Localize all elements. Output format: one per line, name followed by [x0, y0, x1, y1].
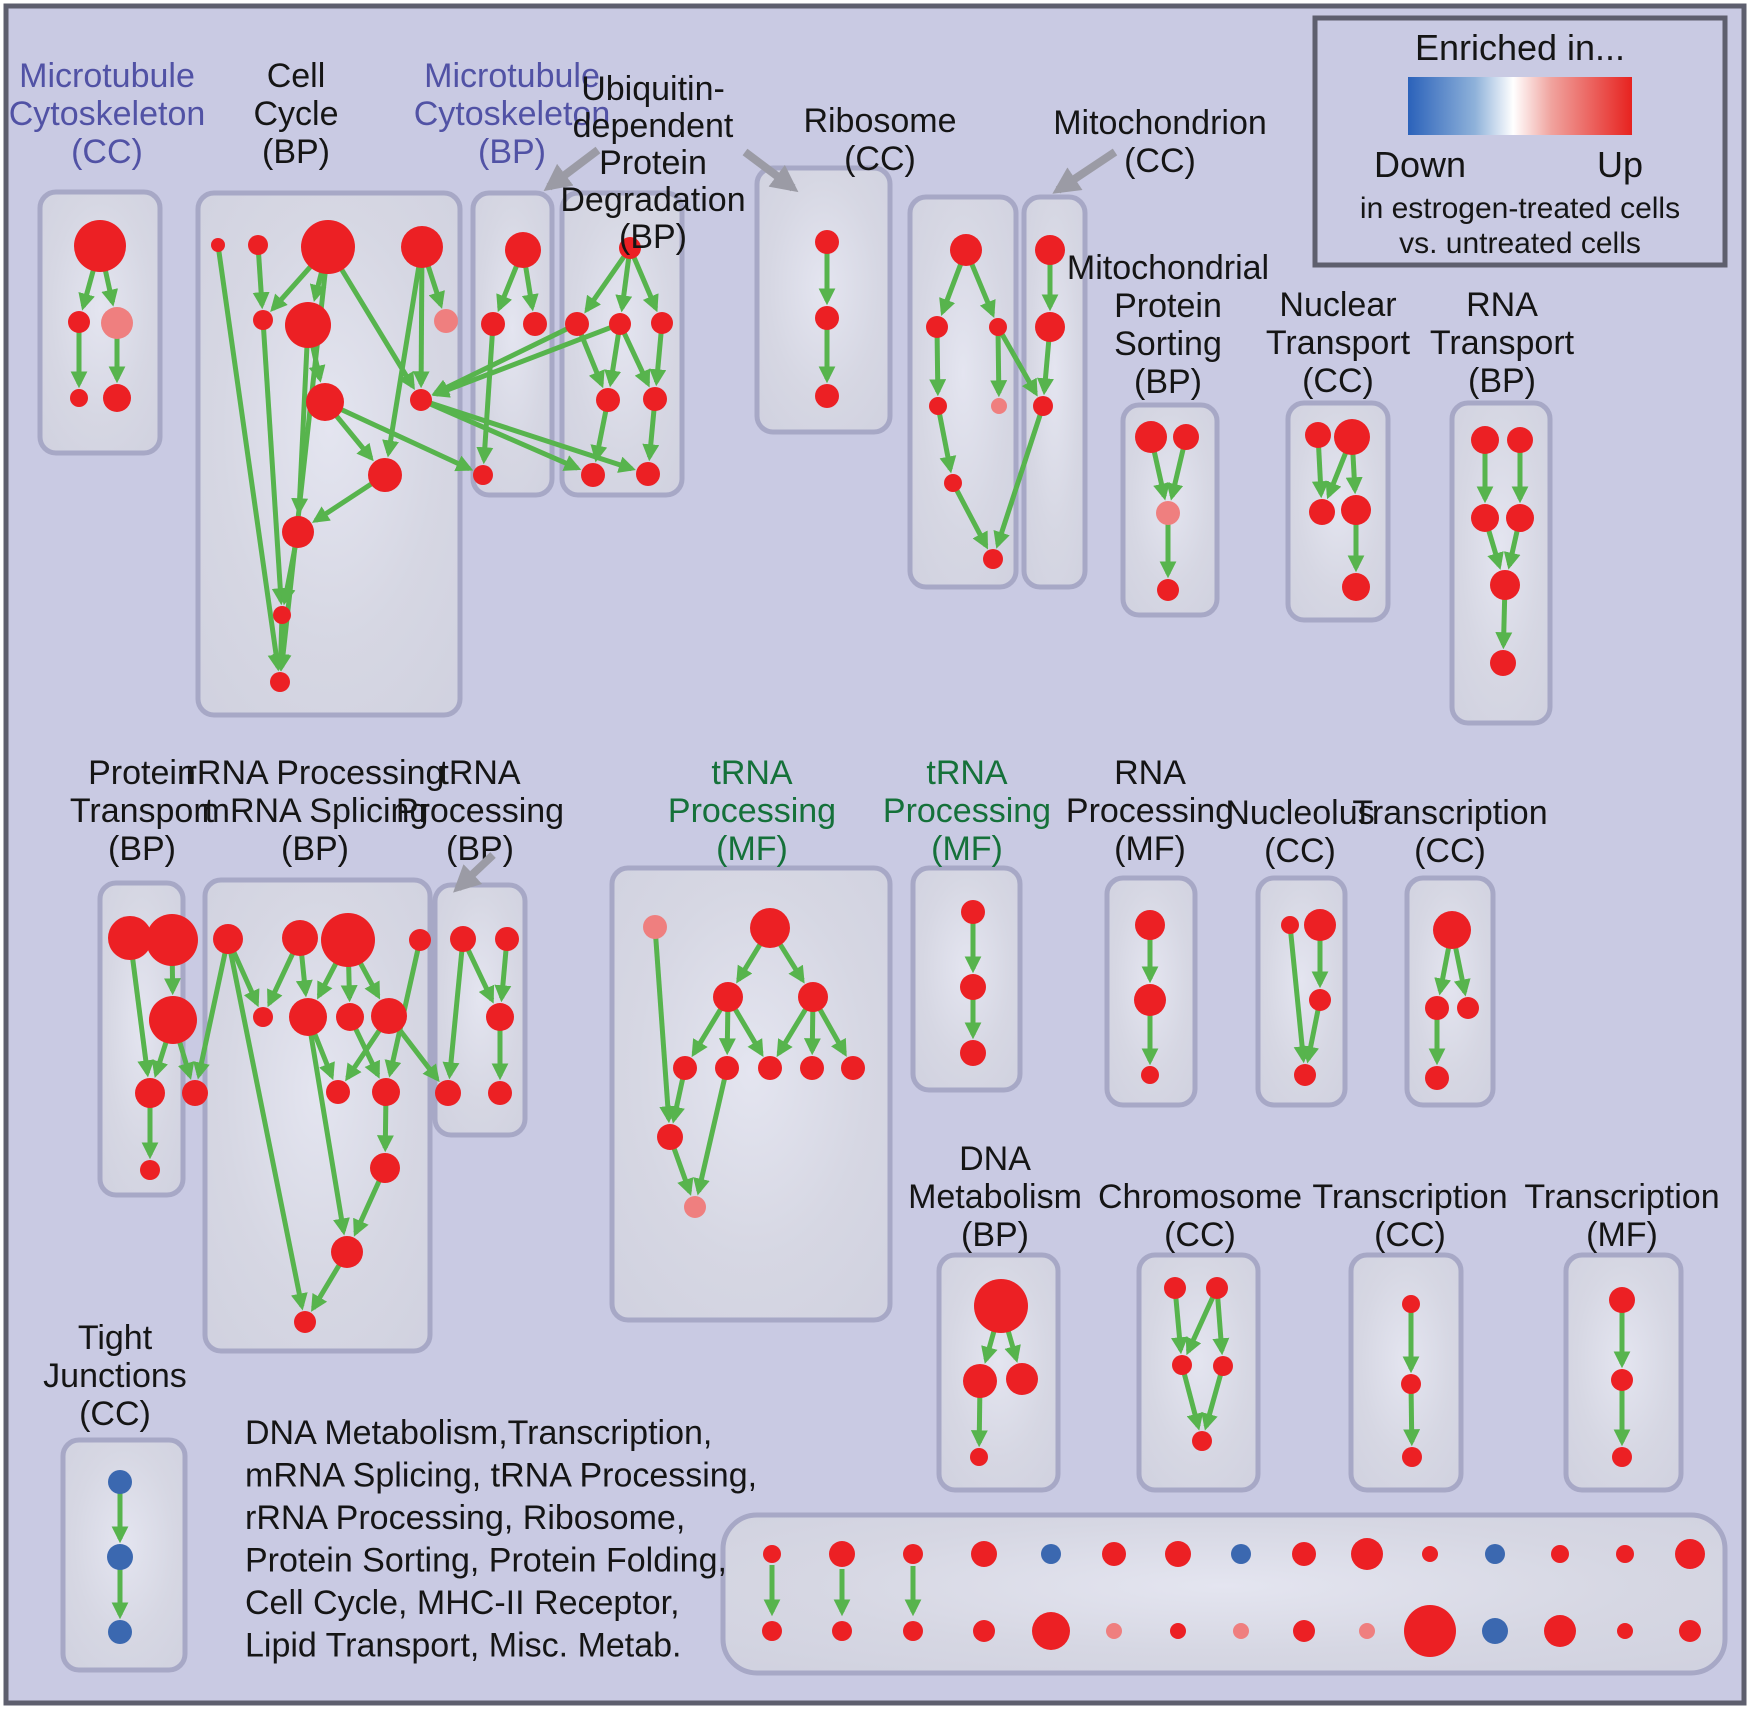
go-term-node-e2: [1206, 1277, 1228, 1299]
edge-rr10-rr11: [385, 1104, 386, 1148]
go-term-node-b7: [983, 549, 1003, 569]
go-term-node-e5: [1192, 1431, 1212, 1451]
go-term-node-rr13: [294, 1311, 316, 1333]
go-term-node-u6: [643, 387, 667, 411]
go-term-node-u4: [651, 312, 673, 334]
merged-terms-list-line5: Lipid Transport, Misc. Metab.: [245, 1627, 682, 1665]
go-term-node-rr10: [372, 1078, 400, 1106]
go-term-node-m2: [481, 312, 505, 336]
edge-rr3-rr7: [349, 965, 350, 998]
merged-top-node-9: [1351, 1538, 1383, 1570]
merged-bottom-node-8: [1293, 1620, 1315, 1642]
merged-top-node-14: [1675, 1539, 1705, 1569]
cluster-label-rna-processing-mf-line1: Processing: [1066, 792, 1234, 830]
go-term-node-rr4: [409, 929, 431, 951]
go-term-node-f3: [1402, 1447, 1422, 1467]
go-term-node-c1: [211, 238, 225, 252]
cluster-label-protein-transport-line2: (BP): [108, 830, 176, 868]
go-term-node-u3: [609, 313, 631, 335]
go-term-node-p2: [1173, 424, 1199, 450]
cluster-label-nuclear-transport-line1: Transport: [1266, 324, 1411, 362]
cluster-label-ubiquitin-line0: Ubiquitin-: [581, 70, 725, 108]
cluster-label-rrna-processing-line2: (BP): [281, 830, 349, 868]
go-term-node-g4: [70, 389, 88, 407]
go-term-node-x2: [1425, 996, 1449, 1020]
merged-top-node-12: [1551, 1545, 1569, 1563]
cluster-label-nucleolus-line1: (CC): [1264, 832, 1336, 870]
go-term-node-h5: [715, 1056, 739, 1080]
go-term-node-c2: [248, 235, 268, 255]
go-term-node-j3: [108, 1620, 132, 1644]
cluster-label-trna-processing-bp-line1: Processing: [396, 792, 564, 830]
go-term-node-rt3: [1471, 504, 1499, 532]
edge-rt5-rt6: [1503, 598, 1504, 645]
cluster-box-rrna-processing: [205, 880, 430, 1351]
cluster-label-trna-processing-mf-small-line1: Processing: [883, 792, 1051, 830]
merged-top-node-13: [1616, 1545, 1634, 1563]
merged-bottom-node-11: [1482, 1618, 1508, 1644]
cluster-label-mt-bp-line2: (BP): [478, 133, 546, 171]
go-term-node-v2: [815, 306, 839, 330]
merged-top-node-5: [1102, 1542, 1126, 1566]
go-term-node-d1: [974, 1279, 1028, 1333]
cluster-label-tight-junctions-line2: (CC): [79, 1395, 151, 1433]
cluster-label-dna-metabolism-line1: Metabolism: [908, 1178, 1082, 1216]
go-term-node-w1: [1035, 235, 1065, 265]
go-term-node-h9: [657, 1124, 683, 1150]
cluster-label-ribosome-line1: (CC): [844, 140, 916, 178]
edge-c4-c10: [421, 266, 422, 384]
merged-terms-list-line0: DNA Metabolism,Transcription,: [245, 1414, 712, 1452]
go-term-node-s3: [960, 1040, 986, 1066]
go-term-node-y3: [1612, 1447, 1632, 1467]
go-term-node-u7: [581, 463, 605, 487]
go-term-node-rr7: [336, 1003, 364, 1031]
cluster-label-ubiquitin-line4: (BP): [619, 218, 687, 256]
merged-top-node-2: [903, 1544, 923, 1564]
cluster-label-transcription-cc-row3-line1: (CC): [1374, 1216, 1446, 1254]
go-term-node-d3: [1006, 1363, 1038, 1395]
edge-c12-c13: [280, 622, 281, 667]
legend-down-label: Down: [1374, 144, 1466, 185]
merged-top-node-10: [1422, 1546, 1438, 1562]
go-term-node-rt4: [1506, 504, 1534, 532]
go-term-node-y1: [1609, 1287, 1635, 1313]
merged-bottom-node-7: [1233, 1623, 1249, 1639]
go-term-node-d4: [970, 1448, 988, 1466]
go-term-node-b4: [929, 397, 947, 415]
edge-c2-c5: [259, 253, 262, 305]
go-term-node-k2: [1134, 984, 1166, 1016]
go-term-node-rr1: [213, 924, 243, 954]
go-term-node-c12: [273, 606, 291, 624]
go-term-node-k3: [1141, 1066, 1159, 1084]
go-term-node-u5: [596, 388, 620, 412]
merged-bottom-node-4: [1032, 1612, 1070, 1650]
go-term-node-rr3: [321, 913, 375, 967]
go-term-node-k1: [1135, 910, 1165, 940]
go-term-node-x1: [1433, 911, 1471, 949]
legend-title: Enriched in...: [1415, 27, 1625, 68]
merged-bottom-node-3: [973, 1620, 995, 1642]
go-term-node-j1: [108, 1470, 132, 1494]
cluster-label-rna-processing-mf-line2: (MF): [1114, 830, 1186, 868]
cluster-label-ubiquitin-line2: Protein: [599, 144, 707, 182]
merged-top-node-1: [829, 1541, 855, 1567]
go-term-node-rr2: [282, 920, 318, 956]
go-term-node-h10: [684, 1196, 706, 1218]
edge-b3-b5: [998, 334, 999, 393]
go-term-node-a3: [149, 996, 197, 1044]
go-term-node-q1: [1305, 422, 1331, 448]
cluster-label-rna-transport-line1: Transport: [1430, 324, 1575, 362]
go-term-node-rt6: [1490, 650, 1516, 676]
go-term-node-c7: [434, 309, 458, 333]
go-term-node-rr8: [371, 998, 407, 1034]
go-term-node-h1: [750, 908, 790, 948]
go-term-node-p3: [1156, 501, 1180, 525]
go-term-node-c3: [301, 220, 355, 274]
go-term-node-t5: [488, 1081, 512, 1105]
go-term-node-t4: [435, 1080, 461, 1106]
go-term-node-g5: [103, 384, 131, 412]
merged-bottom-node-13: [1617, 1623, 1633, 1639]
cluster-label-trna-processing-mf-large-line1: Processing: [668, 792, 836, 830]
cluster-label-mito-protein-sorting-line2: Sorting: [1114, 325, 1222, 363]
merged-top-node-7: [1231, 1544, 1251, 1564]
legend-subtitle-line1: in estrogen-treated cells: [1360, 192, 1680, 225]
cluster-label-rrna-processing-line0: rRNA Processing: [186, 754, 445, 792]
cluster-label-ribosome-line0: Ribosome: [803, 102, 956, 140]
go-term-node-j2: [107, 1544, 133, 1570]
legend-colorbar: [1408, 77, 1632, 135]
go-term-node-f1: [1402, 1295, 1420, 1313]
cluster-label-transcription-mf-line0: Transcription: [1524, 1178, 1719, 1216]
go-term-node-q4: [1341, 495, 1371, 525]
cluster-box-chromosome: [1139, 1255, 1258, 1490]
go-term-node-h8: [841, 1056, 865, 1080]
cluster-label-nuclear-transport-line0: Nuclear: [1279, 286, 1396, 324]
go-term-node-s2: [960, 974, 986, 1000]
cluster-label-nucleolus-line0: Nucleolus: [1225, 794, 1374, 832]
go-term-node-h6: [758, 1056, 782, 1080]
cluster-label-rrna-processing-line1: mRNA Splicing: [202, 792, 429, 830]
merged-bottom-node-2: [903, 1621, 923, 1641]
go-term-node-rt2: [1507, 427, 1533, 453]
go-term-node-h4: [673, 1056, 697, 1080]
merged-bottom-node-6: [1170, 1623, 1186, 1639]
merged-terms-list-line2: rRNA Processing, Ribosome,: [245, 1499, 685, 1537]
merged-terms-list-line3: Protein Sorting, Protein Folding,: [245, 1542, 727, 1580]
cluster-label-cell-cycle-line0: Cell: [267, 57, 326, 95]
go-term-node-x3: [1457, 997, 1479, 1019]
go-term-node-n1: [1281, 916, 1299, 934]
cluster-label-mito-protein-sorting-line1: Protein: [1114, 287, 1222, 325]
edge-d2-d4: [979, 1396, 980, 1443]
go-term-node-m4: [473, 465, 493, 485]
go-term-node-rr5: [253, 1007, 273, 1027]
edge-q2-q4: [1353, 453, 1355, 490]
edge-f2-f3: [1411, 1392, 1412, 1442]
merged-bottom-node-1: [832, 1621, 852, 1641]
edge-q1-q3: [1319, 446, 1321, 494]
cluster-label-mt-cc-line1: Cytoskeleton: [9, 95, 206, 133]
go-term-node-v3: [815, 384, 839, 408]
go-term-node-c10: [410, 389, 432, 411]
go-term-node-m3: [523, 312, 547, 336]
go-term-node-e1: [1164, 1277, 1186, 1299]
go-term-node-c11: [282, 516, 314, 548]
go-term-node-e4: [1213, 1356, 1233, 1376]
go-term-node-b6: [944, 474, 962, 492]
go-term-node-h7: [800, 1056, 824, 1080]
go-term-node-q5: [1342, 573, 1370, 601]
merged-bottom-node-5: [1106, 1623, 1122, 1639]
go-term-node-c13: [270, 672, 290, 692]
cluster-label-rna-transport-line2: (BP): [1468, 362, 1536, 400]
cluster-label-trna-processing-bp-line2: (BP): [446, 830, 514, 868]
merged-top-node-8: [1292, 1542, 1316, 1566]
go-term-node-v1: [815, 230, 839, 254]
go-term-node-n2: [1304, 909, 1336, 941]
legend-subtitle-line2: vs. untreated cells: [1399, 227, 1641, 260]
go-term-node-g1: [74, 220, 126, 272]
merged-bottom-node-9: [1359, 1623, 1375, 1639]
merged-top-node-6: [1165, 1541, 1191, 1567]
cluster-label-ubiquitin-line3: Degradation: [560, 181, 745, 219]
cluster-label-dna-metabolism-line2: (BP): [961, 1216, 1029, 1254]
go-term-node-c4: [401, 226, 443, 268]
go-term-node-rt1: [1471, 426, 1499, 454]
legend-up-label: Up: [1597, 144, 1643, 185]
go-term-node-rt5: [1490, 570, 1520, 600]
go-term-node-t3: [486, 1003, 514, 1031]
merged-top-node-11: [1485, 1544, 1505, 1564]
cluster-label-mt-bp-line0: Microtubule: [424, 57, 600, 95]
merged-top-node-4: [1041, 1544, 1061, 1564]
go-term-node-c6: [285, 302, 331, 348]
cluster-label-trna-processing-bp-line0: tRNA: [439, 754, 521, 792]
go-term-node-a6: [140, 1160, 160, 1180]
go-term-node-q2: [1334, 419, 1370, 455]
cluster-label-trna-processing-mf-large-line2: (MF): [716, 830, 788, 868]
cluster-label-chromosome-line0: Chromosome: [1098, 1178, 1302, 1216]
merged-bottom-node-0: [762, 1621, 782, 1641]
cluster-label-trna-processing-mf-small-line0: tRNA: [926, 754, 1008, 792]
go-term-node-f2: [1401, 1374, 1421, 1394]
go-term-node-a2: [146, 914, 198, 966]
go-term-node-y2: [1611, 1369, 1633, 1391]
go-term-node-rr11: [370, 1153, 400, 1183]
go-term-node-n3: [1309, 989, 1331, 1011]
go-term-node-a1: [108, 916, 152, 960]
go-term-node-s1: [961, 900, 985, 924]
go-term-node-w3: [1033, 396, 1053, 416]
go-term-node-t1: [450, 926, 476, 952]
go-term-node-d2: [963, 1364, 997, 1398]
go-term-node-h2: [713, 982, 743, 1012]
go-term-node-h0: [643, 915, 667, 939]
merged-terms-list-line1: mRNA Splicing, tRNA Processing,: [245, 1457, 757, 1495]
cluster-label-cell-cycle-line2: (BP): [262, 133, 330, 171]
cluster-label-ubiquitin-line1: dependent: [573, 107, 734, 145]
merged-terms-list-line4: Cell Cycle, MHC-II Receptor,: [245, 1584, 680, 1622]
cluster-label-rna-transport-line0: RNA: [1466, 286, 1538, 324]
cluster-label-trna-processing-mf-small-line2: (MF): [931, 830, 1003, 868]
cluster-label-mito-protein-sorting-line3: (BP): [1134, 363, 1202, 401]
go-term-node-g2: [68, 311, 90, 333]
cluster-label-protein-transport-line1: Transport: [70, 792, 215, 830]
go-term-node-m1: [505, 232, 541, 268]
go-term-node-q3: [1309, 499, 1335, 525]
go-term-node-h3: [798, 982, 828, 1012]
merged-bottom-node-12: [1544, 1615, 1576, 1647]
go-term-node-b5: [991, 398, 1007, 414]
cluster-label-transcription-cc-row2-line1: (CC): [1414, 832, 1486, 870]
go-term-node-a5: [182, 1080, 208, 1106]
go-term-node-n4: [1294, 1064, 1316, 1086]
cluster-label-mt-cc-line0: Microtubule: [19, 57, 195, 95]
go-term-node-u2: [565, 312, 589, 336]
cluster-label-cell-cycle-line1: Cycle: [253, 95, 338, 133]
edge-h2-h5: [727, 1010, 728, 1051]
go-term-node-e3: [1172, 1355, 1192, 1375]
merged-bottom-node-14: [1679, 1620, 1701, 1642]
cluster-box-merged-terms: [723, 1515, 1725, 1673]
edge-h3-h7: [812, 1010, 813, 1051]
go-term-node-b2: [926, 316, 948, 338]
cluster-label-mt-cc-line2: (CC): [71, 133, 143, 171]
legend: [1315, 18, 1725, 265]
go-term-node-u8: [636, 462, 660, 486]
cluster-label-mitochondrion-line1: (CC): [1124, 142, 1196, 180]
cluster-label-dna-metabolism-line0: DNA: [959, 1140, 1031, 1178]
cluster-label-mt-bp-line1: Cytoskeleton: [414, 95, 611, 133]
cluster-label-trna-processing-mf-large-line0: tRNA: [711, 754, 793, 792]
edge-b2-b4: [937, 336, 938, 392]
cluster-label-mitochondrion-line0: Mitochondrion: [1053, 104, 1267, 142]
cluster-label-transcription-mf-line1: (MF): [1586, 1216, 1658, 1254]
cluster-label-rna-processing-mf-line0: RNA: [1114, 754, 1186, 792]
go-term-node-rr6: [289, 998, 327, 1036]
merged-top-node-0: [763, 1545, 781, 1563]
merged-bottom-node-10: [1404, 1605, 1456, 1657]
go-term-node-c8: [306, 383, 344, 421]
go-term-node-b3: [989, 318, 1007, 336]
cluster-label-tight-junctions-line1: Junctions: [43, 1357, 187, 1395]
go-term-node-w2: [1035, 312, 1065, 342]
cluster-label-transcription-cc-row2-line0: Transcription: [1352, 794, 1547, 832]
cluster-label-chromosome-line1: (CC): [1164, 1216, 1236, 1254]
cluster-label-transcription-cc-row3-line0: Transcription: [1312, 1178, 1507, 1216]
go-term-node-p1: [1135, 421, 1167, 453]
go-term-node-c5: [253, 310, 273, 330]
go-term-node-g3: [101, 307, 133, 339]
go-term-node-t2: [495, 927, 519, 951]
go-term-node-rr9: [326, 1080, 350, 1104]
go-term-node-a4: [135, 1078, 165, 1108]
cluster-label-protein-transport-line0: Protein: [88, 754, 196, 792]
cluster-label-tight-junctions-line0: Tight: [78, 1319, 153, 1357]
go-term-node-rr12: [331, 1236, 363, 1268]
cluster-label-nuclear-transport-line2: (CC): [1302, 362, 1374, 400]
merged-top-node-3: [971, 1541, 997, 1567]
go-term-node-p4: [1157, 579, 1179, 601]
go-term-node-x4: [1425, 1066, 1449, 1090]
go-term-node-c9: [368, 458, 402, 492]
go-term-node-b1: [950, 234, 982, 266]
cluster-label-mito-protein-sorting-line0: Mitochondrial: [1067, 249, 1269, 287]
